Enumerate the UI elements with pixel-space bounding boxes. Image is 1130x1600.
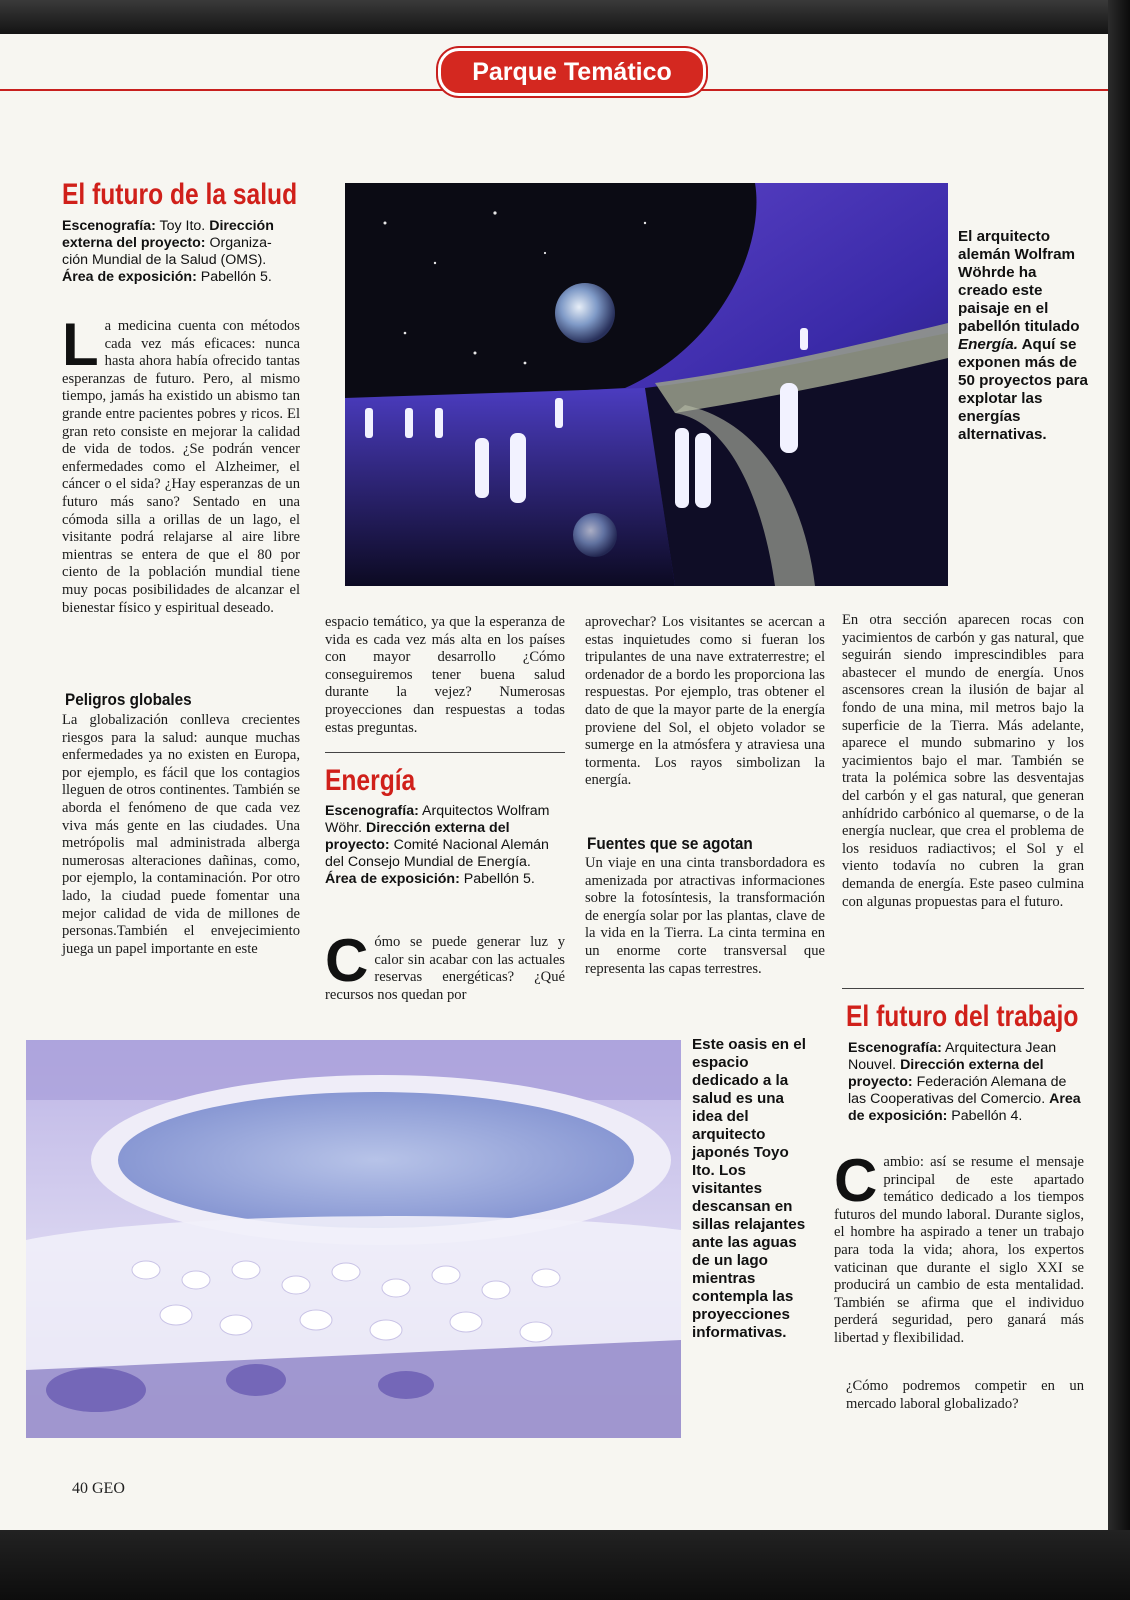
credit-label: Escenografía: <box>848 1040 942 1056</box>
column-rule <box>842 988 1084 989</box>
energy-pavilion-photo <box>345 183 948 586</box>
energy-subhead: Fuentes que se agotan <box>587 834 753 853</box>
top-photo-caption <box>958 228 1088 444</box>
credit-value: Federación Alemana de las Cooperativas del Comercio. <box>848 1074 1067 1107</box>
scan-edge-right <box>1108 0 1130 1600</box>
energy-body3: Un viaje en una cinta transbordadora es amenizada por atractivas informaciones sobre la fotosíntesis, la transformación de energía solar por las plantas, clave de la vida en la Tierra. La cinta termina en un enorme corte transversal que representa las capas terrestres. <box>585 855 825 977</box>
health-intro-text: a medicina cuenta con métodos cada vez más eficaces: nunca hasta ahora había ofrecido tantas esperanzas de futuro. Pero, al mismo tiempo, jamás ha existido un abismo tan grande entre pacientes pobres y ricos. El gran reto consiste en mejorar la calidad de vida de todos. ¿Se podrán vencer enfermedades como el Alzheimer, el cáncer o el sida? ¿Hay esperanzas de un futuro más sano? Sentado en una cómoda silla a orillas de un lago, el visitante podrá relajarse al aire libre mientras se entera de que el 80 por ciento de la población mundial tiene muy pocas posibilidades de alcanzar el bienestar físico y espiritual deseado. <box>62 318 300 616</box>
drop-cap: L <box>62 311 99 378</box>
energy-heading: Energía <box>325 764 416 797</box>
credit-label: Dirección externa del proyecto: <box>62 218 274 251</box>
page-folio: 40 GEO <box>72 1480 125 1497</box>
energy-body2: aprovechar? Los visitantes se acercan a estas inquietudes como si fueran los tripulantes de una nave extraterrestre; el ordenador de a bordo les proporciona las respuestas. Por ejemplo, tras obtener el dato de que la mayor parte de la energía proviene del Sol, el objeto volador se sumerge en la atmósfera y atraviesa una tormenta. Los rayos simbolizan la energía. <box>585 614 825 789</box>
caption-text: Aquí se exponen más de 50 proyectos para explotar las energías alternativas. <box>958 336 1088 443</box>
health-credits <box>62 218 292 286</box>
work-intro-text: ambio: así se resume el mensaje principal de este apartado temático dedicado a los tiempos futuros del mundo laboral. Durante siglos, el hombre ha aspirado a tener un trabajo para toda la vida; ahora, los expertos vaticinan que durante el siglo XXI se producirá un cambio de esta mentalidad. También se afirma que el individuo perderá seguridad, pero ganará más libertad y flexibilidad. <box>834 1154 1084 1346</box>
health-body3: espacio temático, ya que la esperanza de vida es cada vez más alta en los países con mayor desarrollo ¿Cómo conseguiremos tener buena salud durante la vejez? Numerosas proyecciones dan respuestas a todas estas preguntas. <box>325 614 565 736</box>
credit-value: Comité Nacional Alemán del Consejo Mundial de Energía. <box>325 837 549 870</box>
health-body2: La globalización conlleva crecientes riesgos para la salud: aunque muchas enfermedades ya no existen en Europa, por ejemplo, es fácil que los contagios lleguen de otros continentes. También se aborda el fenómeno de que cada vez viva más gente en las ciudades. Una metrópolis mal administrada alberga numerosas alteraciones dañinas, como, por ejemplo, la contaminación. Por otro lado, la ciudad puede fomentar una mejor calidad de vida de millones de personas.También el envejecimiento juega un papel importante en este <box>62 712 300 957</box>
credit-value: Arquitectura Jean Nouvel. <box>848 1040 1057 1073</box>
credit-value: Toy Ito. <box>159 218 206 234</box>
credit-label: Dirección externa del proyecto: <box>325 820 510 853</box>
drop-cap: C <box>325 927 369 994</box>
credit-label: Escenografía: <box>62 218 156 234</box>
work-credits <box>848 1040 1088 1125</box>
energy-body4: En otra sección aparecen rocas con yacimientos de carbón y gas natural, que seguirán siendo imprescindibles para abastecer el mundo de energía. Unos ascensores crean la ilusión de bajar al fondo de una mina, mil metros bajo la superficie de la Tierra. Más adelante, aparece el mundo submarino y los yacimientos bajo el mar. También se trata la polémica sobre las desventajas del carbón y el gas natural, que generan anhídrido carbónico al quemarse, o de la energía nuclear, que crea el problema de los residuos radiactivos; el Sol y el viento todavía no cubren la gran demanda de energía. Este paseo culmina con algunas propuestas para el futuro. <box>842 612 1084 910</box>
energy-intro-text: ómo se puede generar luz y calor sin acabar con las actuales reservas energéticas? ¿Qué recursos nos quedan por <box>325 934 565 1003</box>
caption-text: El arquitecto alemán Wolfram Wöhrde ha creado este paisaje en el pabellón titulado <box>958 228 1080 335</box>
work-body2: ¿Cómo podremos competir en un mercado laboral globalizado? <box>846 1378 1084 1412</box>
credit-value: Arquitectos Wolfram Wöhr. <box>325 803 550 836</box>
credit-label: Área de exposición: <box>62 269 197 285</box>
energy-intro <box>325 927 565 1004</box>
scan-edge-bottom <box>0 1530 1130 1600</box>
energy-credits <box>325 803 550 888</box>
energy-pavilion-illustration <box>345 183 948 586</box>
credit-label: Área de exposición: <box>325 871 460 887</box>
credit-value: Pabellón 5. <box>200 269 272 285</box>
credit-label: Dirección externa del proyecto: <box>848 1057 1044 1090</box>
bottom-photo-caption: Este oasis en el espacio dedicado a la salud es una idea del arquitecto japonés Toyo Ito. Los visitantes descansan en sillas relajantes ante las aguas de un lago mientras contempla las proyecciones informativas. <box>692 1036 806 1341</box>
drop-cap: C <box>834 1147 878 1214</box>
credit-label: Area de exposición: <box>848 1091 1081 1124</box>
credit-value: Pabellón 4. <box>951 1108 1023 1124</box>
caption-italic: Energía. <box>958 336 1018 353</box>
health-heading: El futuro de la salud <box>62 178 298 211</box>
health-subhead: Peligros globales <box>65 690 192 709</box>
credit-label: Escenografía: <box>325 803 419 819</box>
credit-value: Organiza-ción Mundial de la Salud (OMS). <box>62 235 272 268</box>
health-oasis-illustration <box>26 1040 681 1438</box>
work-heading: El futuro del trabajo <box>846 1000 1079 1033</box>
health-oasis-photo <box>26 1040 681 1438</box>
health-intro <box>62 311 300 617</box>
column-rule <box>325 752 565 753</box>
section-tab: Parque Temático <box>438 48 706 96</box>
scan-edge-top <box>0 0 1130 36</box>
work-intro <box>834 1147 1084 1348</box>
credit-value: Pabellón 5. <box>463 871 535 887</box>
